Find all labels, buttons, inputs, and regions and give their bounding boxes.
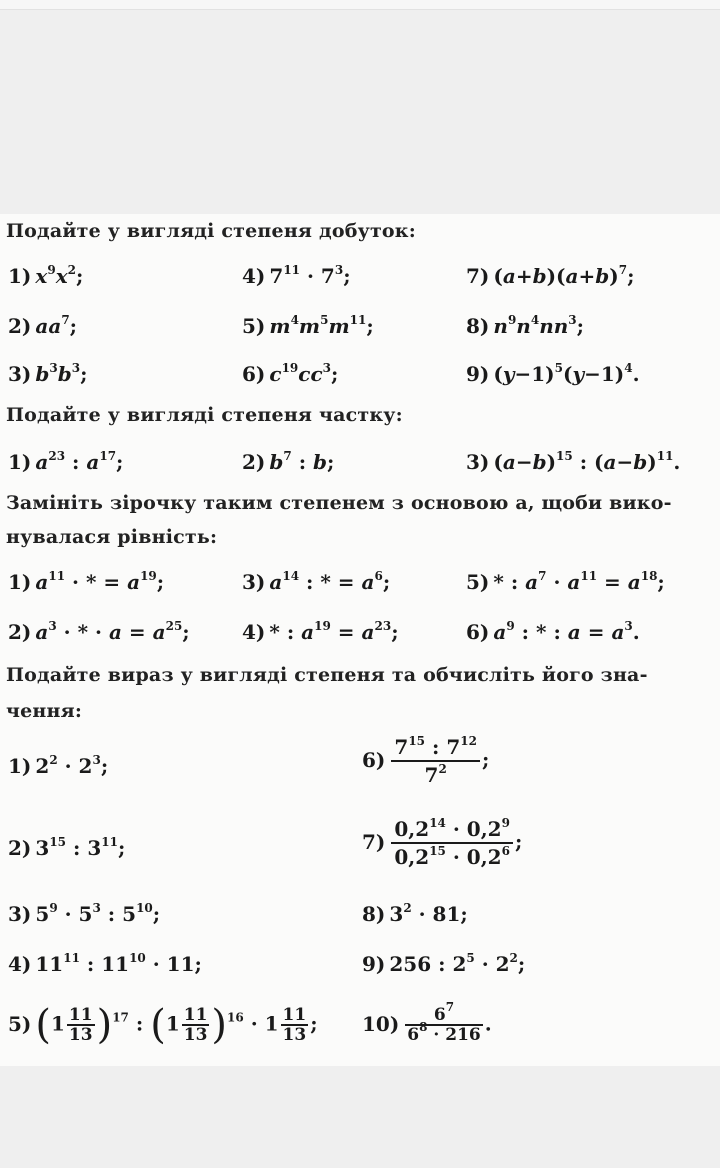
s4-item-9: 9) 256 : $2^5 \cdot 2^2$; [362,951,526,976]
s4-item-5: 5) (1 $\frac{11}{13}$ )$^{17}$ : (1 $\frac{11}{13}$ )$^{16}$ · 1 $\frac{11}{13}$ ; [8,1002,318,1048]
s3-item-2: 2) $a^3$ · * · $a = a^{25}$; [8,619,190,644]
heading-quotient: Подайте у вигляді степеня частку: [6,404,403,426]
s1-item-5: 5) $m^4m^5m^{11}$; [242,313,374,338]
s4-item-6: 6) $\frac{7^{15} : 7^{12}}{7^2}$ ; [362,734,490,787]
s1-item-7: 7) $(a+b)(a+b)^7$; [466,263,635,288]
s3-item-1: 1) $a^{11}$ · * = $a^{19}$; [8,569,165,594]
s4-item-4: 4) $11^{11}$ : $11^{10} \cdot 11$; [8,951,202,976]
s4-item-10: 10) $\frac{6^7}{6^8 \cdot 216}$ . [362,1000,492,1045]
s2-item-2: 2) $b^7$ : b; [242,449,335,474]
heading-replace-star-line2: нувалася рівність: [6,526,218,548]
s1-item-8: 8) $n^9n^4nn^3$; [466,313,585,338]
s4-item-8: 8) $3^2 \cdot 81$; [362,901,468,926]
s2-item-1: 1) $a^{23}$ : $a^{17}$; [8,449,124,474]
s1-item-2: 2) $aa^7$; [8,313,78,338]
s4-item-3: 3) $5^9 \cdot 5^3$ : $5^{10}$; [8,901,161,926]
top-bar [0,0,720,10]
heading-product: Подайте у вигляді степеня добуток: [6,220,416,242]
s3-item-5: 5) * : $a^7 \cdot a^{11} = a^{18}$; [466,569,665,594]
s3-item-4: 4) * : $a^{19} = a^{23}$; [242,619,399,644]
heading-replace-star-line1: Замініть зірочку таким степенем з основою a, щоби вико- [6,492,672,514]
s3-item-3: 3) $a^{14}$ : * = $a^6$; [242,569,391,594]
s3-item-6: 6) $a^9$ : * : $a = a^3$. [466,619,640,644]
s2-item-3: 3) $(a-b)^{15}$ : $(a-b)^{11}$. [466,449,681,474]
s1-item-6: 6) $c^{19}cc^3$; [242,361,339,386]
s1-item-3: 3) $b^3b^3$; [8,361,88,386]
s1-item-1: 1) $x^9x^2$; [8,263,84,288]
s4-item-2: 2) $3^{15}$ : $3^{11}$; [8,835,126,860]
s4-item-7: 7) $\frac{0,2^{14} \cdot 0,2^9}{0,2^{15} \cdot 0,2^6}$ ; [362,816,523,869]
heading-evaluate-line1: Подайте вираз у вигляді степеня та обчисліть його зна- [6,664,648,686]
heading-evaluate-line2: чення: [6,700,83,722]
textbook-page [0,214,720,1066]
s4-item-1: 1) $2^2 \cdot 2^3$; [8,753,109,778]
s1-item-4: 4) $7^{11} \cdot 7^3$; [242,263,351,288]
s1-item-9: 9) $(y-1)^5(y-1)^4$. [466,361,640,386]
